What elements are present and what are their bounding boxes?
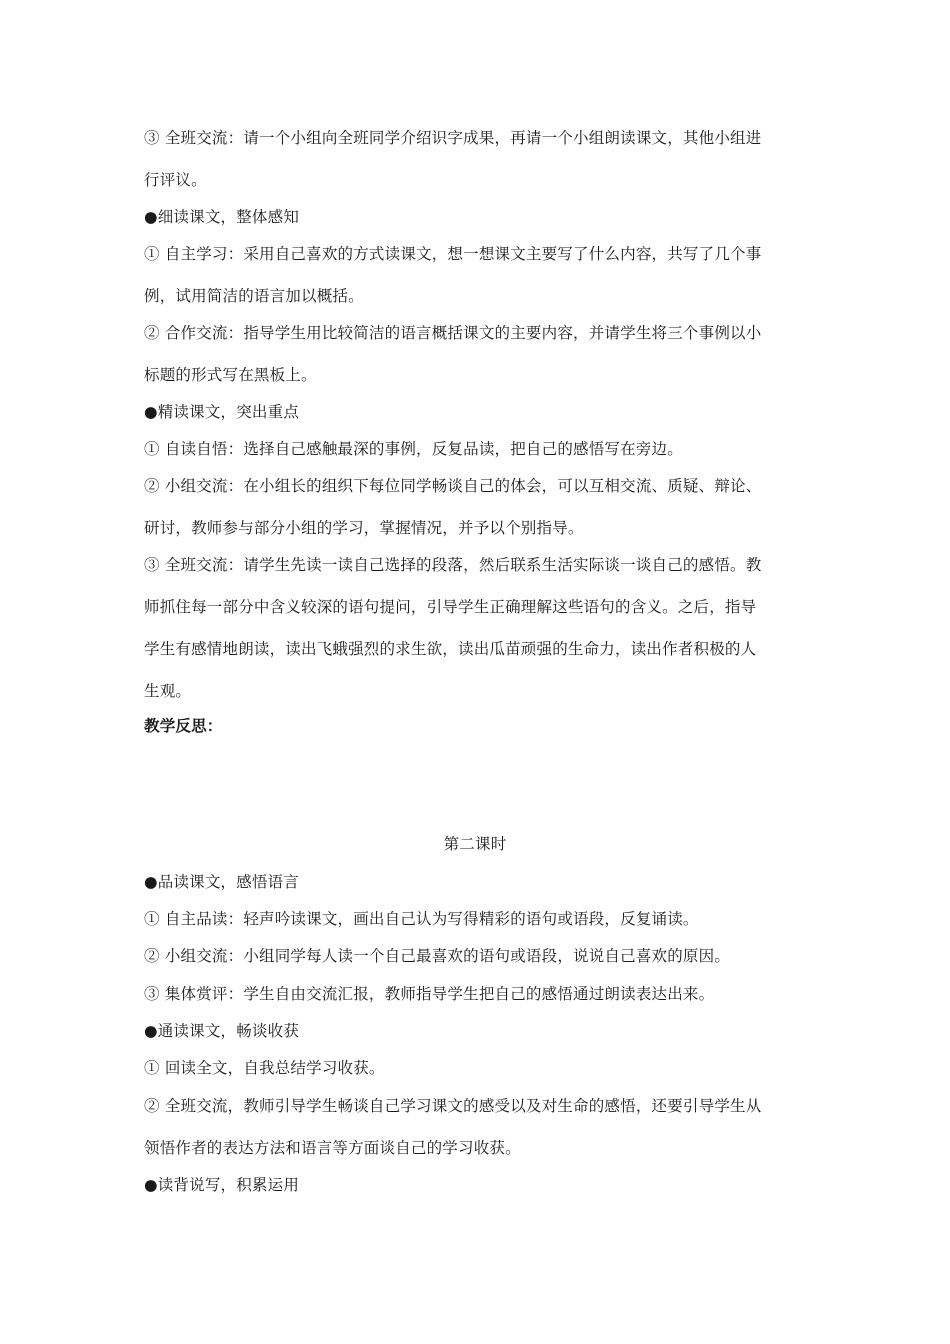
paragraph-line: 师抓住每一部分中含义较深的语句提问，引导学生正确理解这些语句的含义。之后，指导: [144, 598, 757, 616]
paragraph-line: ② 小组交流：在小组长的组织下每位同学畅谈自己的体会，可以互相交流、质疑、辩论、: [144, 477, 762, 495]
paragraph-line: 例，试用简洁的语言加以概括。: [144, 287, 364, 305]
paragraph-line: 学生有感情地朗读，读出飞蛾强烈的求生欲，读出瓜苗顽强的生命力，读出作者积极的人: [144, 640, 757, 658]
section-heading: ●读背说写，积累运用: [144, 1176, 300, 1194]
paragraph-line: ② 合作交流：指导学生用比较简洁的语言概括课文的主要内容，并请学生将三个事例以小: [144, 324, 762, 342]
paragraph-line: 行评议。: [144, 171, 207, 189]
paragraph-line: ③ 全班交流：请学生先读一读自己选择的段落，然后联系生活实际谈一谈自己的感悟。教: [144, 556, 762, 574]
paragraph-line: ① 自主学习：采用自己喜欢的方式读课文，想一想课文主要写了什么内容，共写了几个事: [144, 245, 762, 263]
paragraph-line: 研讨，教师参与部分小组的学习，掌握情况，并予以个别指导。: [144, 519, 584, 537]
paragraph-line: 领悟作者的表达方法和语言等方面谈自己的学习收获。: [144, 1139, 521, 1157]
lesson-title: 第二课时: [443, 835, 507, 853]
paragraph-line: ① 自读自悟：选择自己感触最深的事例，反复品读，把自己的感悟写在旁边。: [144, 440, 683, 458]
paragraph-line: ② 全班交流，教师引导学生畅谈自己学习课文的感受以及对生命的感悟，还要引导学生从: [144, 1097, 762, 1115]
paragraph-line: ① 回读全文，自我总结学习收获。: [144, 1059, 385, 1077]
section-heading: ●品读课文，感悟语言: [144, 873, 300, 891]
paragraph-line: ③ 全班交流：请一个小组向全班同学介绍识字成果，再请一个小组朗读课文，其他小组进: [144, 129, 762, 147]
section-heading: ●通读课文，畅谈收获: [144, 1022, 300, 1040]
paragraph-line: ② 小组交流：小组同学每人读一个自己最喜欢的语句或语段，说说自己喜欢的原因。: [144, 947, 731, 965]
paragraph-line: ① 自主品读：轻声吟读课文，画出自己认为写得精彩的语句或语段，反复诵读。: [144, 910, 699, 928]
section-heading: ●细读课文，整体感知: [144, 208, 300, 226]
paragraph-line: 生观。: [144, 682, 192, 700]
paragraph-line: ③ 集体赏评：学生自由交流汇报，教师指导学生把自己的感悟通过朗读表达出来。: [144, 985, 715, 1003]
reflection-label: 教学反思：: [144, 716, 223, 735]
section-heading: ●精读课文，突出重点: [144, 403, 300, 421]
paragraph-line: 标题的形式写在黑板上。: [144, 366, 317, 384]
